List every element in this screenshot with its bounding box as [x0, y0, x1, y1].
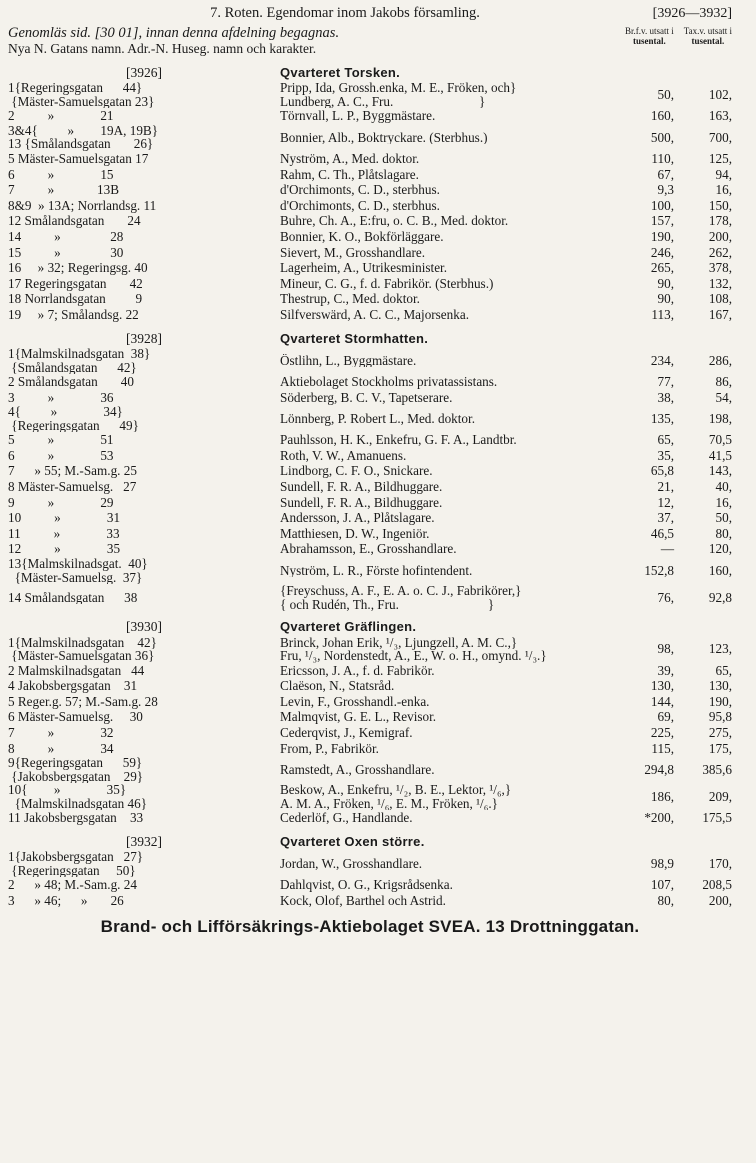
fire-insurance-value: 130, [650, 678, 674, 694]
address-cell: 15 » 30 [8, 244, 124, 260]
read-note: Genomläs sid. [30 01], innan denna afdelning begagnas. [8, 24, 340, 41]
table-row [8, 694, 732, 710]
address-cell: 8 » 34 [8, 740, 114, 756]
tax-value: 208,5 [702, 877, 732, 893]
tax-value: 175,5 [702, 810, 732, 826]
tax-value: 132, [708, 275, 732, 291]
owner-cell: Kock, Olof, Barthel och Astrid. [280, 892, 446, 908]
owner-cell: Ramstedt, A., Grosshandlare. [280, 762, 435, 777]
fire-insurance-value: 69, [657, 709, 674, 725]
fire-insurance-value: 152,8 [644, 562, 674, 578]
fire-insurance-value: 113, [651, 306, 674, 322]
owner-cell: d'Orchimonts, C. D., sterbhus. [280, 197, 440, 213]
quarter-title [8, 619, 732, 635]
fire-insurance-value: 234, [650, 352, 674, 368]
tax-value: 50, [715, 510, 732, 526]
owner-cell: Sundell, F. R. A., Bildhuggare. [280, 479, 443, 495]
fire-insurance-value: 65,8 [650, 463, 674, 479]
tax-value: 200, [708, 228, 732, 244]
owner-cell: Jordan, W., Grosshandlare. [280, 857, 423, 871]
tax-value: 130, [708, 678, 732, 694]
tax-value: 262, [708, 244, 732, 260]
table-row [8, 526, 732, 542]
address-cell: 10{ » 35} {Malmskilnadsgatan 46} [8, 783, 148, 811]
owner-cell: Aktiebolaget Stockholms privatassistans. [280, 374, 498, 390]
tax-value: 40, [715, 479, 732, 495]
table-row [8, 229, 732, 245]
table-row [8, 260, 732, 276]
address-cell: 2 » 21 [8, 108, 114, 124]
page-code: [3926—3932] [652, 6, 732, 21]
owner-cell: Andersson, J. A., Plåtslagare. [280, 510, 435, 526]
tax-value: 209, [708, 788, 732, 804]
tax-value: 200, [708, 892, 732, 908]
fire-insurance-value: 39, [657, 662, 674, 678]
owner-cell: Ericsson, J. A., f. d. Fabrikör. [280, 662, 435, 678]
address-cell: 14 Smålandsgatan 38 [8, 590, 138, 605]
owner-cell: Sundell, F. R. A., Bildhuggare. [280, 494, 443, 510]
table-row [8, 374, 732, 390]
tax-value: 378, [708, 260, 732, 276]
address-cell: 16 » 32; Regeringsg. 40 [8, 260, 148, 276]
owner-cell: Roth, V. W., Amanuens. [280, 447, 407, 463]
subheader [8, 26, 732, 57]
fire-insurance-value: 186, [650, 788, 674, 804]
table-row [8, 432, 732, 448]
owner-cell: Brinck, Johan Erik, ¹/₃, Ljungzell, A. M. C.,} Fru, ¹/₃, Nordenstedt, A., E., W. o. H., omynd. ¹/₃.} [280, 635, 547, 663]
fire-insurance-value: 35, [657, 447, 674, 463]
fire-insurance-value: 9,3 [657, 182, 674, 198]
tax-value: 108, [708, 291, 732, 307]
address-cell: 9 » 29 [8, 494, 114, 510]
fire-insurance-value: 190, [650, 228, 674, 244]
table-row [8, 151, 732, 167]
owner-cell: Cederqvist, J., Kemigraf. [280, 725, 413, 740]
owner-cell: Buhre, Ch. A., E:fru, o. C. B., Med. doktor. [280, 213, 509, 229]
fire-insurance-value: 135, [650, 410, 674, 426]
table-row [8, 678, 732, 694]
tax-value: 95,8 [708, 709, 732, 725]
table-row [8, 584, 732, 611]
quarter-code: [3932] [126, 833, 162, 849]
address-cell: 12 » 35 [8, 541, 121, 557]
quarter-name: Qvarteret Torsken. [280, 64, 401, 80]
tax-value: 190, [708, 693, 732, 709]
tax-value: 163, [708, 108, 732, 124]
address-cell: 3 » 36 [8, 389, 114, 405]
address-cell: 4{ » 34} {Regeringsgatan 49} [8, 405, 139, 433]
address-cell: 8 Mäster-Samuelsg. 27 [8, 479, 137, 495]
quarter-title [8, 834, 732, 850]
table-row [8, 405, 732, 432]
owner-cell: Söderberg, B. C. V., Tapetserare. [280, 389, 453, 405]
tax-value: 92,8 [708, 589, 732, 605]
table-row [8, 213, 732, 229]
quarter-code: [3928] [126, 330, 162, 346]
address-cell: 11 » 33 [8, 525, 120, 541]
address-cell: 5 Mäster-Samuelsgatan 17 [8, 150, 149, 166]
col1-unit: tusental. [633, 35, 666, 46]
table-row [8, 709, 732, 725]
table-row [8, 81, 732, 108]
table-row [8, 291, 732, 307]
tax-value: 143, [708, 463, 732, 479]
fire-insurance-value: 246, [650, 244, 674, 260]
address-cell: 17 Regeringsgatan 42 [8, 275, 143, 291]
quarter-block [8, 619, 732, 826]
tax-value: 160, [708, 562, 732, 578]
tax-value: 86, [715, 374, 732, 390]
fire-insurance-value: 12, [657, 494, 674, 510]
owner-cell: Sievert, M., Grosshandlare. [280, 244, 426, 260]
page-header [8, 6, 732, 22]
owner-cell: Thestrup, C., Med. doktor. [280, 291, 420, 307]
table-row [8, 276, 732, 292]
table-row [8, 167, 732, 183]
quarter-title [8, 65, 732, 81]
table-row [8, 307, 732, 323]
fire-insurance-value: 98, [657, 641, 674, 657]
fire-insurance-value: 90, [657, 275, 674, 291]
fire-insurance-value: 77, [657, 374, 674, 390]
tax-value: 65, [715, 662, 732, 678]
tax-value: 102, [708, 87, 732, 103]
fire-insurance-value: 294,8 [644, 761, 674, 777]
table-row [8, 182, 732, 198]
owner-cell: Levin, F., Grosshandl.-enka. [280, 693, 430, 709]
owner-cell: Pripp, Ida, Grossh.enka, M. E., Fröken, och} Lundberg, A. C., Fru. } [280, 81, 517, 109]
table-row [8, 810, 732, 826]
owner-cell: Silfverswärd, A. C. C., Majorsenka. [280, 306, 469, 322]
owner-cell: {Freyschuss, A. F., E. A. o. C. J., Fabrikörer,} { och Rudén, Th., Fru. } [280, 584, 522, 612]
fire-insurance-value: 500, [650, 129, 674, 145]
owner-cell: Malmqvist, G. E. L., Revisor. [280, 709, 437, 725]
address-cell: 7 » 13B [8, 182, 119, 198]
fire-insurance-value: 67, [657, 166, 674, 182]
tax-value: 120, [708, 541, 732, 557]
table-row [8, 479, 732, 495]
table-row [8, 725, 732, 741]
address-cell: 5 » 51 [8, 432, 114, 448]
address-cell: 12 Smålandsgatan 24 [8, 213, 141, 229]
page-title: 7. Roten. Egendomar inom Jakobs församling. [210, 5, 480, 21]
tax-value: 94, [715, 166, 732, 182]
column-description: Nya N. Gatans namn. Adr.-N. Huseg. namn och karakter. [8, 41, 317, 57]
address-cell: 6 Mäster-Samuelsg. 30 [8, 709, 143, 725]
tax-value: 286, [708, 352, 732, 368]
owner-cell: Östlihn, L., Byggmästare. [280, 353, 417, 368]
owner-cell: Abrahamsson, E., Grosshandlare. [280, 541, 457, 557]
tax-value: 70,5 [708, 432, 732, 448]
quarter-name: Qvarteret Stormhatten. [280, 330, 429, 346]
fire-insurance-value: 80, [657, 892, 674, 908]
address-cell: 2 » 48; M.-Sam.g. 24 [8, 877, 137, 893]
fire-insurance-value: 225, [650, 725, 674, 740]
tax-value: 150, [708, 197, 732, 213]
fire-insurance-value: 100, [650, 197, 674, 213]
tax-value: 385,6 [702, 761, 732, 777]
tax-value: 16, [715, 494, 732, 510]
table-row [8, 390, 732, 406]
col2-unit: tusental. [691, 35, 725, 46]
table-row [8, 663, 732, 679]
quarter-name: Qvarteret Oxen större. [280, 833, 425, 849]
tax-value: 198, [708, 410, 732, 426]
table-row [8, 510, 732, 526]
table-row [8, 557, 732, 584]
fire-insurance-value: 107, [650, 877, 674, 893]
table-row [8, 893, 732, 909]
owner-cell: Rahm, C. Th., Plåtslagare. [280, 166, 419, 182]
address-cell: 11 Jakobsbergsgatan 33 [8, 810, 144, 826]
fire-insurance-value: 115, [651, 740, 674, 756]
address-cell: 1{Regeringsgatan 44} {Mäster-Samuelsgatan 23} [8, 81, 155, 109]
fire-insurance-value: *200, [644, 810, 674, 826]
address-cell: 10 » 31 [8, 510, 121, 526]
fire-insurance-value: 76, [657, 589, 674, 605]
document-page [8, 0, 732, 934]
address-cell: 2 Smålandsgatan 40 [8, 374, 134, 390]
fire-insurance-value: 265, [650, 260, 674, 276]
owner-cell: Törnvall, L. P., Byggmästare. [280, 108, 436, 124]
tax-value: 170, [708, 856, 732, 872]
address-cell: 8&9 » 13A; Norrlandsg. 11 [8, 197, 157, 213]
owner-cell: Lindborg, C. F. O., Snickare. [280, 463, 433, 479]
owner-cell: Lagerheim, A., Utrikesminister. [280, 260, 448, 276]
col1-label: Br.f.v. utsatt i [625, 25, 674, 36]
value-column-headers [612, 26, 732, 46]
fire-insurance-value: 98,9 [650, 856, 674, 872]
address-cell: 18 Norrlandsgatan 9 [8, 291, 143, 307]
address-cell: 7 » 55; M.-Sam.g. 25 [8, 463, 137, 479]
table-row [8, 850, 732, 877]
address-cell: 9{Regeringsgatan 59} {Jakobsbergsgatan 29} [8, 756, 144, 784]
address-cell: 1{Jakobsbergsgatan 27} {Regeringsgatan 50} [8, 850, 144, 878]
owner-cell: From, P., Fabrikör. [280, 740, 379, 756]
tax-value: 167, [708, 306, 732, 322]
fire-insurance-value: 46,5 [650, 525, 674, 541]
table-row [8, 245, 732, 261]
address-cell: 7 » 32 [8, 725, 114, 740]
tax-value: 275, [708, 725, 732, 740]
owner-cell: d'Orchimonts, C. D., sterbhus. [280, 182, 440, 198]
owner-cell: Claëson, N., Statsråd. [280, 678, 395, 694]
fire-insurance-value: 144, [650, 693, 674, 709]
tax-value: 125, [708, 150, 732, 166]
address-cell: 13{Malmskilnadsgat. 40} {Mäster-Samuelsg. 37} [8, 557, 148, 585]
address-cell: 19 » 7; Smålandsg. 22 [8, 306, 139, 322]
quarter-block [8, 331, 732, 612]
table-row [8, 756, 732, 783]
quarter-list [8, 65, 732, 909]
quarter-title [8, 331, 732, 347]
owner-cell: Nyström, L. R., Förste hofintendent. [280, 563, 473, 578]
quarter-name: Qvarteret Gräflingen. [280, 619, 417, 635]
fire-insurance-value: — [660, 541, 674, 557]
fire-insurance-value: 50, [657, 87, 674, 103]
fire-insurance-value: 90, [657, 291, 674, 307]
table-row [8, 463, 732, 479]
tax-value: 123, [708, 641, 732, 657]
tax-value: 175, [708, 740, 732, 756]
footer-advert: Brand- och Lifförsäkrings-Aktiebolaget SVEA. 13 Drottninggatan. [100, 916, 640, 936]
owner-cell: Pauhlsson, H. K., Enkefru, G. F. A., Landtbr. [280, 432, 517, 448]
tax-value: 54, [715, 389, 732, 405]
table-row [8, 541, 732, 557]
owner-cell: Cederlöf, G., Handlande. [280, 810, 413, 826]
table-row [8, 124, 732, 151]
quarter-code: [3930] [126, 619, 162, 635]
tax-value: 41,5 [708, 447, 732, 463]
table-row [8, 877, 732, 893]
table-row [8, 347, 732, 374]
table-row [8, 741, 732, 757]
quarter-code: [3926] [126, 64, 162, 80]
owner-cell: Bonnier, K. O., Bokförläggare. [280, 228, 444, 244]
table-row [8, 198, 732, 214]
address-cell: 5 Reger.g. 57; M.-Sam.g. 28 [8, 693, 158, 709]
col2-label: Tax.v. utsatt i [683, 25, 732, 36]
address-cell: 6 » 53 [8, 447, 114, 463]
tax-value: 178, [708, 213, 732, 229]
quarter-block [8, 65, 732, 323]
owner-cell: Mineur, C. G., f. d. Fabrikör. (Sterbhus.) [280, 275, 494, 291]
quarter-block [8, 834, 732, 909]
address-cell: 3 » 46; » 26 [8, 892, 124, 908]
owner-cell: Nyström, A., Med. doktor. [280, 150, 420, 166]
fire-insurance-value: 21, [657, 479, 674, 495]
address-cell: 4 Jakobsbergsgatan 31 [8, 678, 138, 694]
fire-insurance-value: 160, [650, 108, 674, 124]
owner-cell: Dahlqvist, O. G., Krigsrådsenka. [280, 877, 453, 893]
table-row [8, 783, 732, 810]
table-row [8, 636, 732, 663]
table-row [8, 108, 732, 124]
address-cell: 3&4{ » 19A, 19B} 13 {Smålandsgatan 26} [8, 123, 159, 151]
fire-insurance-value: 110, [651, 150, 674, 166]
fire-insurance-value: 157, [650, 213, 674, 229]
tax-value: 16, [715, 182, 732, 198]
address-cell: 14 » 28 [8, 228, 124, 244]
table-row [8, 495, 732, 511]
address-cell: 1{Malmskilnadsgatan 38} {Smålandsgatan 42} [8, 347, 151, 375]
table-row [8, 448, 732, 464]
owner-cell: Beskow, A., Enkefru, ¹/₂, B. E., Lektor, ¹/₆,} A. M. A., Fröken, ¹/₆, E. M., Fröken, ¹/₆.} [280, 783, 512, 811]
fire-insurance-value: 38, [657, 389, 674, 405]
address-cell: 6 » 15 [8, 166, 114, 182]
owner-cell: Bonnier, Alb., Boktryckare. (Sterbhus.) [280, 130, 488, 145]
address-cell: 2 Malmskilnadsgatan 44 [8, 662, 145, 678]
fire-insurance-value: 65, [657, 432, 674, 448]
address-cell: 1{Malmskilnadsgatan 42} {Mäster-Samuelsgatan 36} [8, 635, 157, 663]
owner-cell: Matthiesen, D. W., Ingeniör. [280, 525, 430, 541]
fire-insurance-value: 37, [657, 510, 674, 526]
tax-value: 700, [708, 129, 732, 145]
owner-cell: Lönnberg, P. Robert L., Med. doktor. [280, 412, 475, 426]
tax-value: 80, [715, 525, 732, 541]
